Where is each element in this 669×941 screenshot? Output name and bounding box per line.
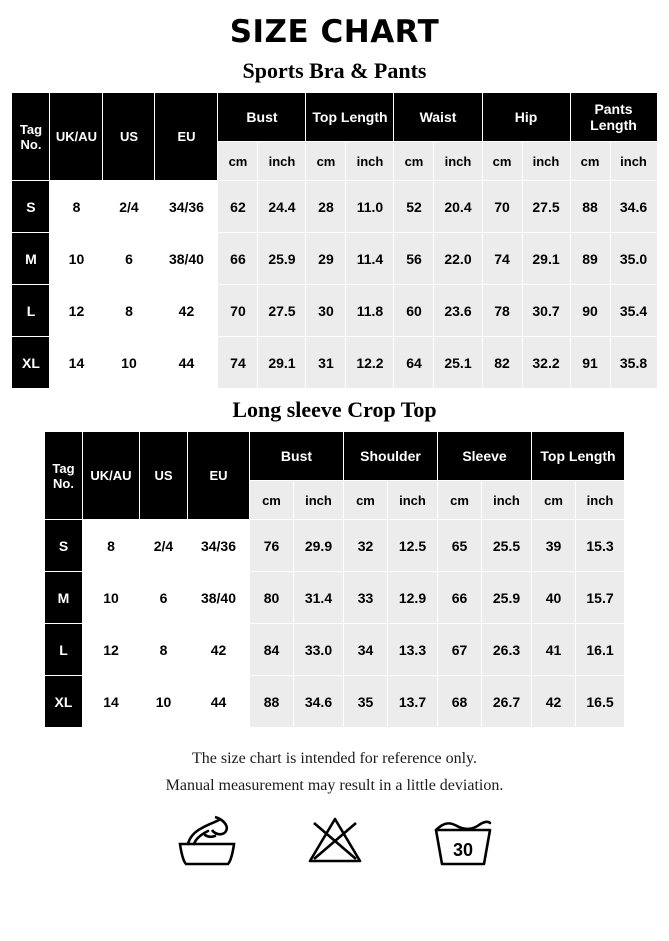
cell-bust-cm: 74 bbox=[218, 337, 258, 389]
header-group-bust: Bust bbox=[218, 93, 306, 142]
unit-cm: cm bbox=[343, 481, 387, 520]
cell-bust-cm: 70 bbox=[218, 285, 258, 337]
cell-bust-inch: 24.4 bbox=[258, 181, 306, 233]
cell-shoulder-inch: 12.5 bbox=[387, 520, 437, 572]
unit-cm: cm bbox=[438, 481, 482, 520]
cell-waist-cm: 56 bbox=[394, 233, 434, 285]
table-row bbox=[12, 181, 657, 233]
cell-sleeve-cm: 65 bbox=[438, 520, 482, 572]
cell-top-length-inch: 16.5 bbox=[576, 676, 625, 728]
cell-waist-inch: 23.6 bbox=[434, 285, 482, 337]
unit-cm: cm bbox=[532, 481, 576, 520]
cell-top-length-cm: 31 bbox=[306, 337, 346, 389]
cell-bust-inch: 25.9 bbox=[258, 233, 306, 285]
cell-bust-inch: 29.1 bbox=[258, 337, 306, 389]
header-us: US bbox=[139, 432, 187, 520]
header-eu: EU bbox=[187, 432, 249, 520]
note-reference-only: The size chart is intended for reference only. bbox=[191, 750, 478, 767]
size-table-long-sleeve-crop-top bbox=[44, 431, 625, 728]
cell-waist-cm: 60 bbox=[394, 285, 434, 337]
row-us: 8 bbox=[103, 285, 155, 337]
row-us: 10 bbox=[139, 676, 187, 728]
header-group-waist: Waist bbox=[394, 93, 482, 142]
cell-bust-cm: 80 bbox=[249, 572, 293, 624]
cell-sleeve-inch: 25.5 bbox=[482, 520, 532, 572]
row-uk-au: 14 bbox=[82, 676, 139, 728]
row-uk-au: 12 bbox=[50, 285, 103, 337]
cell-shoulder-cm: 35 bbox=[343, 676, 387, 728]
unit-inch: inch bbox=[522, 142, 570, 181]
row-size: L bbox=[12, 285, 50, 337]
cell-pants-length-inch: 35.0 bbox=[610, 233, 657, 285]
unit-inch: inch bbox=[482, 481, 532, 520]
cell-hip-inch: 27.5 bbox=[522, 181, 570, 233]
cell-pants-length-cm: 88 bbox=[570, 181, 610, 233]
table-wrap-sports-bra-pants bbox=[0, 92, 669, 389]
wash-temperature-label: 30 bbox=[452, 840, 473, 860]
cell-sleeve-cm: 68 bbox=[438, 676, 482, 728]
cell-shoulder-cm: 34 bbox=[343, 624, 387, 676]
cell-hip-cm: 78 bbox=[482, 285, 522, 337]
header-group-sleeve: Sleeve bbox=[438, 432, 532, 481]
header-group-top-length: Top Length bbox=[532, 432, 625, 481]
cell-top-length-cm: 39 bbox=[532, 520, 576, 572]
row-uk-au: 10 bbox=[82, 572, 139, 624]
cell-top-length-cm: 41 bbox=[532, 624, 576, 676]
row-eu: 34/36 bbox=[155, 181, 218, 233]
row-uk-au: 8 bbox=[82, 520, 139, 572]
header-eu: EU bbox=[155, 93, 218, 181]
cell-shoulder-cm: 33 bbox=[343, 572, 387, 624]
cell-shoulder-cm: 32 bbox=[343, 520, 387, 572]
row-uk-au: 10 bbox=[50, 233, 103, 285]
cell-bust-inch: 31.4 bbox=[293, 572, 343, 624]
care-instruction-icons bbox=[0, 813, 669, 869]
row-us: 6 bbox=[139, 572, 187, 624]
row-uk-au: 14 bbox=[50, 337, 103, 389]
table-row bbox=[44, 624, 624, 676]
cell-hip-inch: 29.1 bbox=[522, 233, 570, 285]
header-group-hip: Hip bbox=[482, 93, 570, 142]
cell-bust-inch: 27.5 bbox=[258, 285, 306, 337]
cell-sleeve-cm: 67 bbox=[438, 624, 482, 676]
cell-pants-length-inch: 35.8 bbox=[610, 337, 657, 389]
row-size: L bbox=[44, 624, 82, 676]
header-tag-no: Tag No. bbox=[44, 432, 82, 520]
unit-inch: inch bbox=[610, 142, 657, 181]
section-heading-long-sleeve-crop-top: Long sleeve Crop Top bbox=[232, 397, 437, 422]
header-uk-au: UK/AU bbox=[50, 93, 103, 181]
cell-top-length-inch: 16.1 bbox=[576, 624, 625, 676]
cell-top-length-cm: 42 bbox=[532, 676, 576, 728]
cell-bust-cm: 76 bbox=[249, 520, 293, 572]
cell-hip-cm: 74 bbox=[482, 233, 522, 285]
cell-bust-inch: 29.9 bbox=[293, 520, 343, 572]
cell-waist-inch: 20.4 bbox=[434, 181, 482, 233]
cell-pants-length-inch: 34.6 bbox=[610, 181, 657, 233]
unit-cm: cm bbox=[394, 142, 434, 181]
cell-hip-cm: 70 bbox=[482, 181, 522, 233]
row-us: 10 bbox=[103, 337, 155, 389]
notes bbox=[0, 750, 669, 795]
cell-pants-length-cm: 91 bbox=[570, 337, 610, 389]
cell-sleeve-cm: 66 bbox=[438, 572, 482, 624]
header-group-shoulder: Shoulder bbox=[343, 432, 437, 481]
cell-sleeve-inch: 25.9 bbox=[482, 572, 532, 624]
table-wrap-long-sleeve-crop-top bbox=[0, 431, 669, 728]
header-uk-au: UK/AU bbox=[82, 432, 139, 520]
row-us: 6 bbox=[103, 233, 155, 285]
row-us: 2/4 bbox=[103, 181, 155, 233]
unit-inch: inch bbox=[387, 481, 437, 520]
cell-bust-cm: 84 bbox=[249, 624, 293, 676]
row-eu: 44 bbox=[155, 337, 218, 389]
cell-waist-cm: 52 bbox=[394, 181, 434, 233]
cell-top-length-cm: 29 bbox=[306, 233, 346, 285]
row-eu: 34/36 bbox=[187, 520, 249, 572]
cell-shoulder-inch: 12.9 bbox=[387, 572, 437, 624]
table-row bbox=[44, 572, 624, 624]
cell-bust-cm: 88 bbox=[249, 676, 293, 728]
unit-cm: cm bbox=[570, 142, 610, 181]
cell-waist-cm: 64 bbox=[394, 337, 434, 389]
row-eu: 38/40 bbox=[187, 572, 249, 624]
cell-top-length-inch: 11.4 bbox=[346, 233, 394, 285]
cell-top-length-cm: 28 bbox=[306, 181, 346, 233]
cell-sleeve-inch: 26.3 bbox=[482, 624, 532, 676]
cell-waist-inch: 25.1 bbox=[434, 337, 482, 389]
header-group-bust: Bust bbox=[249, 432, 343, 481]
section-heading-sports-bra-pants: Sports Bra & Pants bbox=[242, 58, 427, 83]
header-tag-no: Tag No. bbox=[12, 93, 50, 181]
row-uk-au: 8 bbox=[50, 181, 103, 233]
row-eu: 42 bbox=[187, 624, 249, 676]
row-size: XL bbox=[12, 337, 50, 389]
row-us: 2/4 bbox=[139, 520, 187, 572]
row-size: S bbox=[44, 520, 82, 572]
table-row bbox=[44, 520, 624, 572]
table-row bbox=[44, 676, 624, 728]
unit-inch: inch bbox=[346, 142, 394, 181]
row-size: M bbox=[12, 233, 50, 285]
size-table-sports-bra-pants bbox=[11, 92, 657, 389]
row-size: S bbox=[12, 181, 50, 233]
cell-sleeve-inch: 26.7 bbox=[482, 676, 532, 728]
cell-waist-inch: 22.0 bbox=[434, 233, 482, 285]
cell-top-length-cm: 30 bbox=[306, 285, 346, 337]
size-chart-page bbox=[0, 14, 669, 941]
cell-top-length-inch: 15.7 bbox=[576, 572, 625, 624]
cell-hip-inch: 32.2 bbox=[522, 337, 570, 389]
note-manual-measurement: Manual measurement may result in a little deviation. bbox=[165, 777, 504, 794]
cell-top-length-inch: 11.8 bbox=[346, 285, 394, 337]
cell-pants-length-cm: 90 bbox=[570, 285, 610, 337]
cell-top-length-inch: 12.2 bbox=[346, 337, 394, 389]
unit-inch: inch bbox=[434, 142, 482, 181]
row-size: M bbox=[44, 572, 82, 624]
row-eu: 42 bbox=[155, 285, 218, 337]
unit-cm: cm bbox=[218, 142, 258, 181]
cell-shoulder-inch: 13.7 bbox=[387, 676, 437, 728]
cell-shoulder-inch: 13.3 bbox=[387, 624, 437, 676]
cell-pants-length-inch: 35.4 bbox=[610, 285, 657, 337]
row-eu: 38/40 bbox=[155, 233, 218, 285]
unit-inch: inch bbox=[293, 481, 343, 520]
cell-bust-cm: 62 bbox=[218, 181, 258, 233]
cell-bust-inch: 34.6 bbox=[293, 676, 343, 728]
row-size: XL bbox=[44, 676, 82, 728]
row-eu: 44 bbox=[187, 676, 249, 728]
unit-cm: cm bbox=[482, 142, 522, 181]
header-us: US bbox=[103, 93, 155, 181]
row-us: 8 bbox=[139, 624, 187, 676]
cell-hip-inch: 30.7 bbox=[522, 285, 570, 337]
table-row bbox=[12, 285, 657, 337]
do-not-bleach-icon bbox=[302, 813, 368, 869]
hand-wash-icon bbox=[174, 813, 240, 869]
table-row bbox=[12, 233, 657, 285]
page-title: SIZE CHART bbox=[229, 14, 440, 50]
header-group-pants-length: Pants Length bbox=[570, 93, 657, 142]
cell-bust-cm: 66 bbox=[218, 233, 258, 285]
cell-hip-cm: 82 bbox=[482, 337, 522, 389]
cell-top-length-inch: 11.0 bbox=[346, 181, 394, 233]
unit-cm: cm bbox=[249, 481, 293, 520]
table-row bbox=[12, 337, 657, 389]
unit-inch: inch bbox=[576, 481, 625, 520]
cell-bust-inch: 33.0 bbox=[293, 624, 343, 676]
cell-top-length-inch: 15.3 bbox=[576, 520, 625, 572]
header-group-top-length: Top Length bbox=[306, 93, 394, 142]
cell-pants-length-cm: 89 bbox=[570, 233, 610, 285]
row-uk-au: 12 bbox=[82, 624, 139, 676]
unit-inch: inch bbox=[258, 142, 306, 181]
wash-30-degrees-icon bbox=[430, 813, 496, 869]
unit-cm: cm bbox=[306, 142, 346, 181]
cell-top-length-cm: 40 bbox=[532, 572, 576, 624]
